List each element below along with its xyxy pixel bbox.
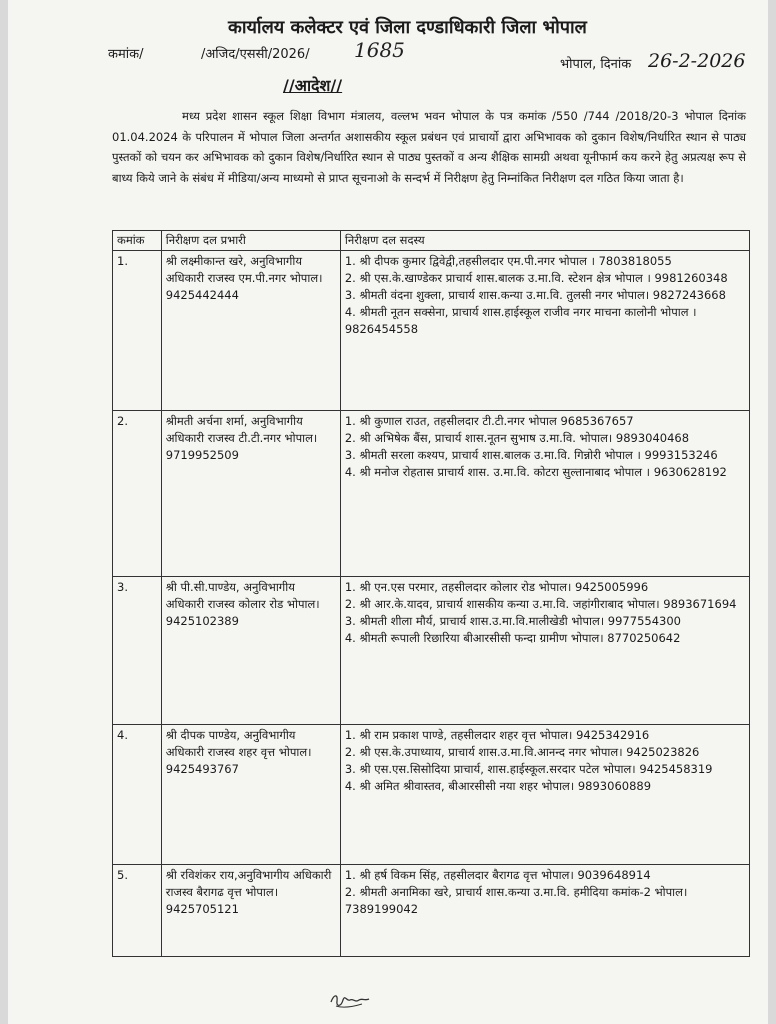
members-cell bbox=[340, 251, 749, 411]
incharge-phone: 9425442444 bbox=[165, 288, 239, 302]
incharge-name: श्री लक्ष्मीकान्त खरे, अनुविभागीय अधिकारी राजस्व एम.पी.नगर भोपाल। bbox=[165, 254, 323, 285]
document-page bbox=[8, 0, 768, 1024]
members-cell bbox=[340, 577, 749, 725]
table-row bbox=[113, 577, 750, 725]
members-cell bbox=[340, 865, 749, 957]
incharge-cell bbox=[161, 865, 340, 957]
member-entry: 2. श्री अभिषेक बैंस, प्राचार्य शास.नूतन सुभाष उ.मा.वि. भोपाल। 9893040468 bbox=[344, 431, 690, 445]
serial-number: 2. bbox=[113, 411, 162, 577]
order-title: //आदेश// bbox=[283, 76, 343, 95]
header-serial: कमांक bbox=[113, 231, 162, 251]
table-row bbox=[113, 725, 750, 865]
serial-number: 3. bbox=[113, 577, 162, 725]
table-row bbox=[113, 865, 750, 957]
incharge-cell bbox=[161, 251, 340, 411]
date-handwritten: 26-2-2026 bbox=[648, 50, 746, 72]
incharge-cell bbox=[161, 577, 340, 725]
signature-mark bbox=[328, 988, 372, 1012]
member-entry: 3. श्रीमती शीला मौर्य, प्राचार्य शास.उ.मा.वि.मालीखेडी भोपाल। 9977554300 bbox=[344, 614, 681, 628]
header-incharge: निरीक्षण दल प्रभारी bbox=[161, 231, 340, 251]
member-entry: 1. श्री एन.एस परमार, तहसीलदार कोलार रोड भोपाल। 9425005996 bbox=[344, 580, 649, 594]
incharge-phone: 9425493767 bbox=[165, 762, 239, 776]
member-entry: 1. श्री राम प्रकाश पाण्डे, तहसीलदार शहर वृत्त भोपाल। 9425342916 bbox=[344, 728, 650, 742]
member-entry: 4. श्री मनोज रोहतास प्राचार्य शास. उ.मा.वि. कोटरा सुल्तानाबाद भोपाल । 9630628192 bbox=[344, 465, 727, 479]
order-body-text: मध्य प्रदेश शासन स्कूल शिक्षा विभाग मंत्रालय, वल्लभ भवन भोपाल के पत्र कमांक /550 /744 /2018/20-3 भोपाल दिनांक 01.04.2024 के परिपालन में भोपाल जिला अन्तर्गत अशासकीय स्कूल प्रबंधन एवं प्राचार्यो द्वारा अभिभावक को दुकान विशेष/निर्धारित स्थान से पाठ्य पुस्तकों को चयन कर अभिभावक को दुकान विशेष/निर्धारित स्थान से पाठ्य पुस्तकों व अन्य शैक्षिक सामग्री अथवा यूनीफार्म कय करने हेतु अप्रत्यक्ष रूप से बाध्य किये जाने के संबंध में मीडिया/अन्य माध्यमो से प्राप्त सूचनाओ के सन्दर्भ में निरीक्षण हेतु निम्नांकित निरीक्षण दल गठित किया जाता है। bbox=[112, 109, 746, 185]
order-body-paragraph bbox=[112, 106, 746, 188]
member-entry: 3. श्रीमती वंदना शुक्ला, प्राचार्य शास.कन्या उ.मा.वि. तुलसी नगर भोपाल। 9827243668 bbox=[344, 288, 726, 302]
incharge-name: श्री पी.सी.पाण्डेय, अनुविभागीय अधिकारी राजस्व कोलार रोड भोपाल। 9425102389 bbox=[165, 580, 320, 628]
member-entry: 3. श्रीमती सरला कश्यप, प्राचार्य शास.बालक उ.मा.वि. गिन्नोरी भोपाल । 9993153246 bbox=[344, 448, 718, 462]
table-row bbox=[113, 411, 750, 577]
member-entry: 2. श्रीमती अनामिका खरे, प्राचार्य शास.कन्या उ.मा.वि. हमीदिया कमांक-2 भोपाल। 7389199042 bbox=[344, 885, 688, 916]
serial-number: 1. bbox=[113, 251, 162, 411]
member-entry: 2. श्री आर.के.यादव, प्राचार्य शासकीय कन्या उ.मा.वि. जहांगीराबाद भोपाल। 9893671694 bbox=[344, 597, 737, 611]
reference-number-handwritten: 1685 bbox=[354, 38, 405, 62]
reference-label: कमांक/ bbox=[108, 47, 144, 62]
table-row bbox=[113, 251, 750, 411]
members-cell bbox=[340, 725, 749, 865]
incharge-name: श्रीमती अर्चना शर्मा, अनुविभागीय अधिकारी राजस्व टी.टी.नगर भोपाल। 9719952509 bbox=[165, 414, 318, 462]
members-cell bbox=[340, 411, 749, 577]
member-entry: 1. श्री कुणाल राउत, तहसीलदार टी.टी.नगर भोपाल 9685367657 bbox=[344, 414, 634, 428]
member-entry: 4. श्री अमित श्रीवास्तव, बीआरसीसी नया शहर भोपाल। 9893060889 bbox=[344, 779, 652, 793]
member-entry: 1. श्री दीपक कुमार द्विवेद्वी,तहसीलदार एम.पी.नगर भोपाल । 7803818055 bbox=[344, 254, 672, 268]
serial-number: 4. bbox=[113, 725, 162, 865]
member-entry: 4. श्रीमती नूतन सक्सेना, प्राचार्य शास.हाईस्कूल राजीव नगर माचना कालोनी भोपाल । 9826454558 bbox=[344, 305, 697, 336]
serial-number: 5. bbox=[113, 865, 162, 957]
inspection-team-table bbox=[112, 230, 750, 957]
incharge-cell bbox=[161, 411, 340, 577]
place-date-label: भोपाल, दिनांक bbox=[560, 57, 632, 72]
header-members: निरीक्षण दल सदस्य bbox=[340, 231, 749, 251]
reference-code: /अजिद/एससी/2026/ bbox=[201, 47, 310, 62]
office-heading: कार्यालय कलेक्टर एवं जिला दण्डाधिकारी जिला भोपाल bbox=[228, 17, 587, 38]
member-entry: 3. श्री एस.एस.सिसोदिया प्राचार्य, शास.हाईस्कूल.सरदार पटेल भोपाल। 9425458319 bbox=[344, 762, 713, 776]
incharge-name: श्री दीपक पाण्डेय, अनुविभागीय अधिकारी राजस्व शहर वृत्त भोपाल। bbox=[165, 728, 312, 759]
member-entry: 2. श्री एस.के.खाण्डेकर प्राचार्य शास.बालक उ.मा.वि. स्टेशन क्षेत्र भोपाल । 9981260348 bbox=[344, 271, 728, 285]
member-entry: 4. श्रीमती रूपाली रिछारिया बीआरसीसी फन्दा ग्रामीण भोपाल। 8770250642 bbox=[344, 631, 681, 645]
member-entry: 1. श्री हर्ष विकम सिंह, तहसीलदार बैरागढ वृत्त भोपाल। 9039648914 bbox=[344, 868, 651, 882]
member-entry: 2. श्री एस.के.उपाध्याय, प्राचार्य शास.उ.मा.वि.आनन्द नगर भोपाल। 9425023826 bbox=[344, 745, 700, 759]
incharge-cell bbox=[161, 725, 340, 865]
table-header-row bbox=[113, 231, 750, 251]
incharge-name: श्री रविशंकर राय,अनुविभागीय अधिकारी राजस्व बैरागढ वृत्त भोपाल। bbox=[165, 868, 332, 899]
incharge-phone: 9425705121 bbox=[165, 902, 239, 916]
